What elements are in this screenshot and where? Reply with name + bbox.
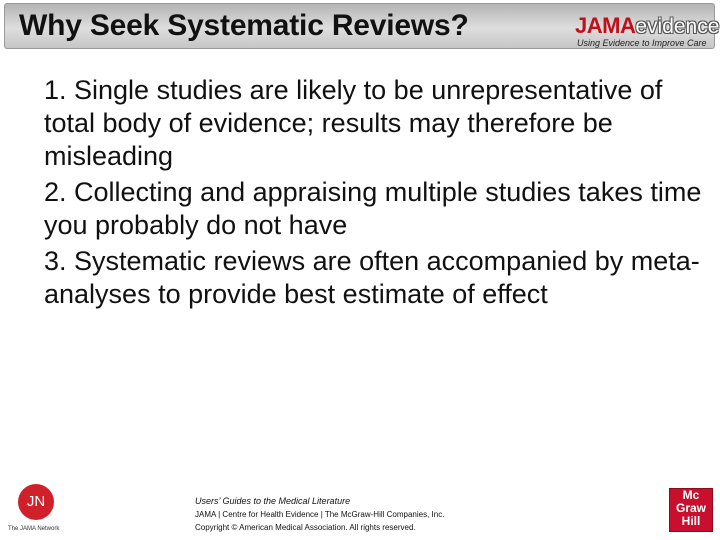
point-2: 2. Collecting and appraising multiple studies takes time you probably do not have [44,177,702,240]
slide-title: Why Seek Systematic Reviews? [19,9,469,42]
evidence-wordmark: evidence [635,15,720,38]
mgh-line-2: Graw [675,501,706,515]
mgh-line-1: Mc [682,488,700,502]
jama-evidence-logo [571,13,720,49]
logo-tagline: Using Evidence to Improve Care [577,38,707,48]
footer-credits [195,496,595,536]
jama-evidence-wordmark [575,13,719,39]
jama-wordmark: JAMA [575,13,636,38]
title-bar [4,3,720,49]
jn-mark-icon: JN [18,484,54,520]
copyright-line: Copyright © American Medical Association. All rights reserved. [195,523,416,532]
partners-line: JAMA | Centre for Health Evidence | The McGraw-Hill Companies, Inc. [195,510,445,519]
series-title: Users’ Guides to the Medical Literature [195,496,351,506]
jama-network-logo [8,484,70,536]
mgh-line-3: Hill [681,514,701,528]
mcgraw-hill-logo [669,488,713,532]
point-3: 3. Systematic reviews are often accompanied by meta-analyses to provide best estimate of effect [44,246,700,309]
key-points-list [44,74,704,314]
point-1: 1. Single studies are likely to be unrepresentative of total body of evidence; results may therefore be misleading [44,75,663,171]
jama-network-caption: The JAMA Network [8,526,60,532]
